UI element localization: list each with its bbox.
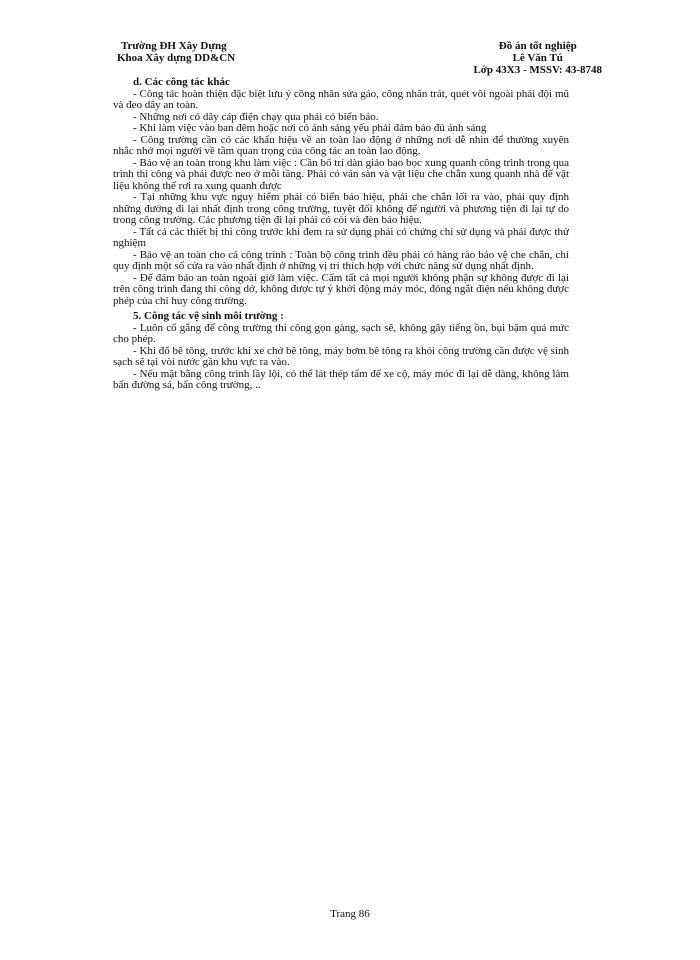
paragraph: - Những nơi có dây cáp điện chạy qua phải có biển báo. (133, 110, 379, 123)
paragraph: - Luôn cố gắng để công trường thi công gọn gàng, sạch sẽ, không gây tiếng ồn, bụi bặm quá mức cho phép. (113, 321, 569, 345)
class-student-id: Lớp 43X3 - MSSV: 43-8748 (473, 64, 602, 76)
section-heading-other-works: d. Các công tác khác (133, 76, 230, 88)
paragraph: - Tại những khu vực nguy hiểm phải có biển báo hiệu, phải che chắn lối ra vào, phải quy định những đường đi lại nhất định trong công trường, tuyệt đối không để người và phương tiện đi lại tự do trong công trường. Các phương tiện đi lại phải có còi và đèn báo hiệu. (113, 191, 569, 226)
paragraph: - Khi đổ bê tông, trước khi xe chở bê tông, máy bơm bê tông ra khỏi công trường cần được vệ sinh sạch sẽ tại vòi nước gần khu vực ra vào. (113, 344, 569, 368)
document-body (113, 77, 569, 392)
page-number: Trang 86 (330, 908, 370, 920)
paragraph: - Công tác hoàn thiện đặc biệt lưu ý công nhân sửa gáo, công nhân trát, quét vôi ngoài phải đội mũ và đeo dây an toàn. (113, 87, 569, 111)
header-left (117, 40, 235, 64)
author-name: Lê Văn Tú (512, 52, 563, 64)
paragraph: - Bảo vệ an toàn trong khu làm việc : Cần bố trí dàn giáo bao bọc xung quanh công trình trong qua trình thi công và phải được neo ở mỗi tầng. Phải có ván sàn và vật liệu che chắn xung quanh nhà để vật liệu không thể rơi ra xung quanh được (113, 156, 569, 192)
header-right (473, 40, 602, 76)
paragraph: - Bảo vệ an toàn cho cả công trình : Toàn bộ công trình đều phải có hàng rào bảo vệ che chắn, chỉ quy định một số cửa ra vào nhất định ở những vị trí thích hợp với chức năng sử dụng nhất định. (113, 248, 569, 272)
paragraph: - Tất cả các thiết bị thi công trước khi đem ra sử dụng phải có chứng chỉ sử dụng và phải được thử nghiệm (113, 225, 569, 249)
paragraph: - Công trường cần có các khẩu hiệu về an toàn lao động ở những nơi dễ nhìn để thường xuyên nhắc nhở mọi người về tầm quan trọng của công tác an toàn lao động. (113, 133, 569, 157)
page-header (0, 40, 700, 80)
document-type: Đồ án tốt nghiệp (498, 40, 577, 52)
paragraph: - Để đảm bảo an toàn ngoài giờ làm việc. Cấm tất cả mọi người không phận sự không được đi lại trên công trình đang thi công dở, không được tự ý khởi động máy móc, đóng ngắt điện nếu không được phép của chỉ huy công trường. (113, 271, 569, 307)
paragraph: - Nếu mặt bằng công trình lầy lội, có thể lát thép tấm để xe cộ, máy móc đi lại dễ dàng, không làm bẩn đường sá, bẩn công trường, .. (113, 367, 569, 391)
section-heading-environment: 5. Công tác vệ sinh môi trường : (133, 310, 284, 322)
university-name: Trường ĐH Xây Dựng (121, 40, 227, 52)
faculty-name: Khoa Xây dựng DD&CN (117, 52, 236, 64)
paragraph: - Khi làm việc vào ban đêm hoặc nơi có ánh sáng yếu phải đảm bảo đủ ánh sáng (133, 122, 487, 134)
